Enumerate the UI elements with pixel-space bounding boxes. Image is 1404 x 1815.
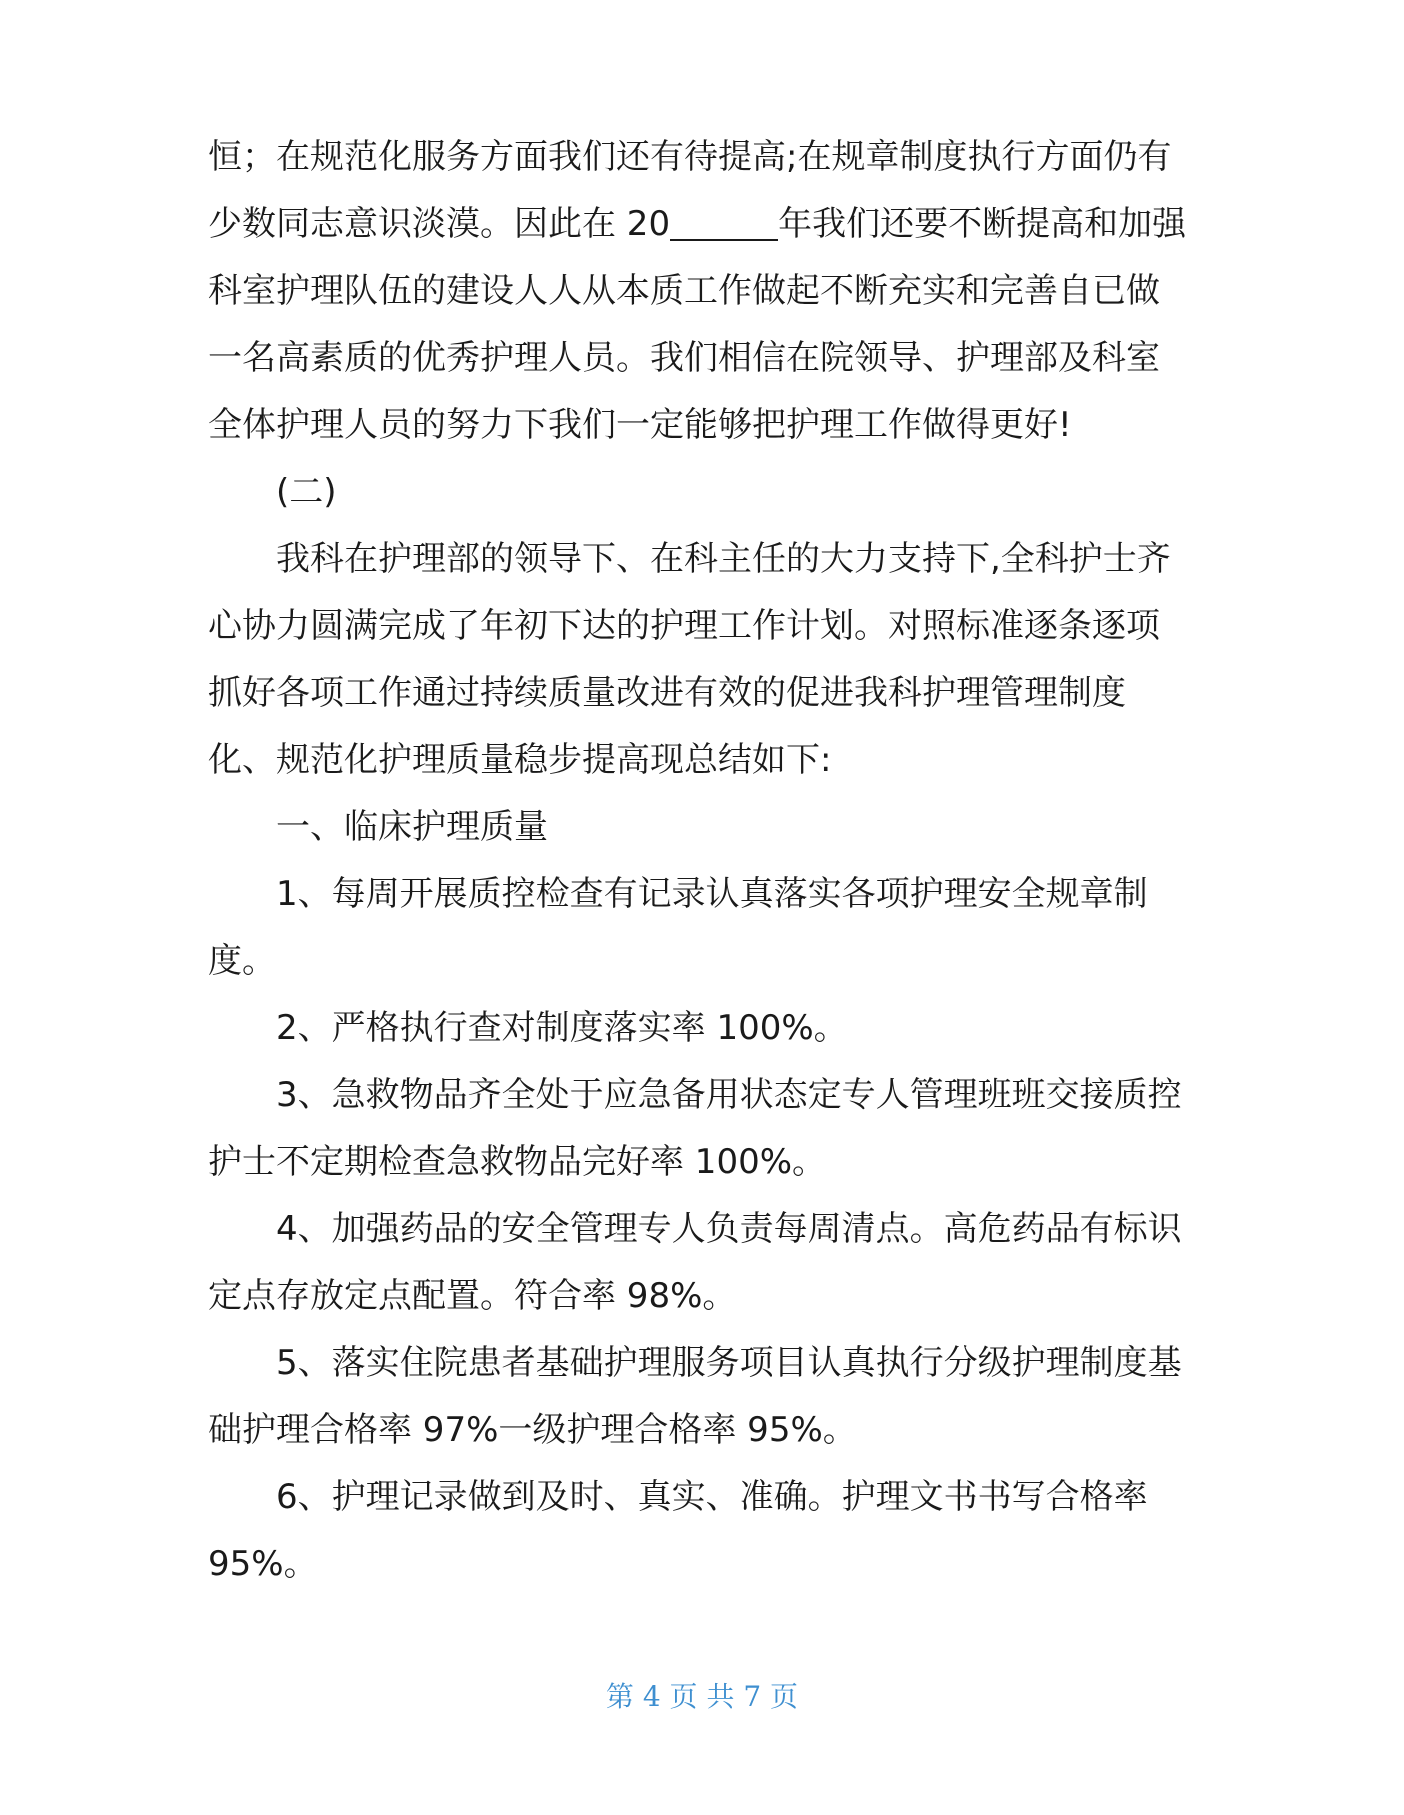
text-segment: 年我们还要不断提高和加强 <box>778 204 1187 244</box>
fill-in-blank <box>670 205 778 241</box>
text-line: 科室护理队伍的建设人人从本质工作做起不断充实和完善自已做 <box>208 271 1160 311</box>
list-item: 5、落实住院患者基础护理服务项目认真执行分级护理制度基 <box>276 1343 1182 1383</box>
text-line: 一名高素质的优秀护理人员。我们相信在院领导、护理部及科室 <box>208 338 1160 378</box>
list-item-continuation: 护士不定期检查急救物品完好率 100%。 <box>208 1142 827 1182</box>
list-item: 3、急救物品齐全处于应急备用状态定专人管理班班交接质控 <box>276 1075 1182 1115</box>
section-heading: 一、临床护理质量 <box>276 807 548 847</box>
text-segment: 少数同志意识淡漠。因此在 20 <box>208 204 671 244</box>
text-line: 我科在护理部的领导下、在科主任的大力支持下,全科护士齐 <box>276 539 1171 579</box>
list-item-continuation: 95%。 <box>208 1544 318 1584</box>
text-line: 恒；在规范化服务方面我们还有待提高;在规章制度执行方面仍有 <box>208 137 1172 177</box>
text-line: 抓好各项工作通过持续质量改进有效的促进我科护理管理制度 <box>208 673 1126 713</box>
list-item: 4、加强药品的安全管理专人负责每周清点。高危药品有标识 <box>276 1209 1182 1249</box>
list-item: 1、每周开展质控检查有记录认真落实各项护理安全规章制 <box>276 874 1148 914</box>
list-item-continuation: 础护理合格率 97%一级护理合格率 95%。 <box>208 1410 857 1450</box>
text-line: 全体护理人员的努力下我们一定能够把护理工作做得更好! <box>208 405 1072 445</box>
list-item: 2、严格执行查对制度落实率 100%。 <box>276 1008 848 1048</box>
list-item-continuation: 度。 <box>208 941 276 981</box>
section-marker: (二) <box>276 472 337 512</box>
document-body <box>208 124 1208 1598</box>
list-item: 6、护理记录做到及时、真实、准确。护理文书书写合格率 <box>276 1477 1148 1517</box>
list-item-continuation: 定点存放定点配置。符合率 98%。 <box>208 1276 737 1316</box>
text-line: 心协力圆满完成了年初下达的护理工作计划。对照标准逐条逐项 <box>208 606 1160 646</box>
text-line <box>208 191 1208 258</box>
text-line: 化、规范化护理质量稳步提高现总结如下: <box>208 740 832 780</box>
page-number-footer: 第 4 页 共 7 页 <box>605 1680 799 1713</box>
